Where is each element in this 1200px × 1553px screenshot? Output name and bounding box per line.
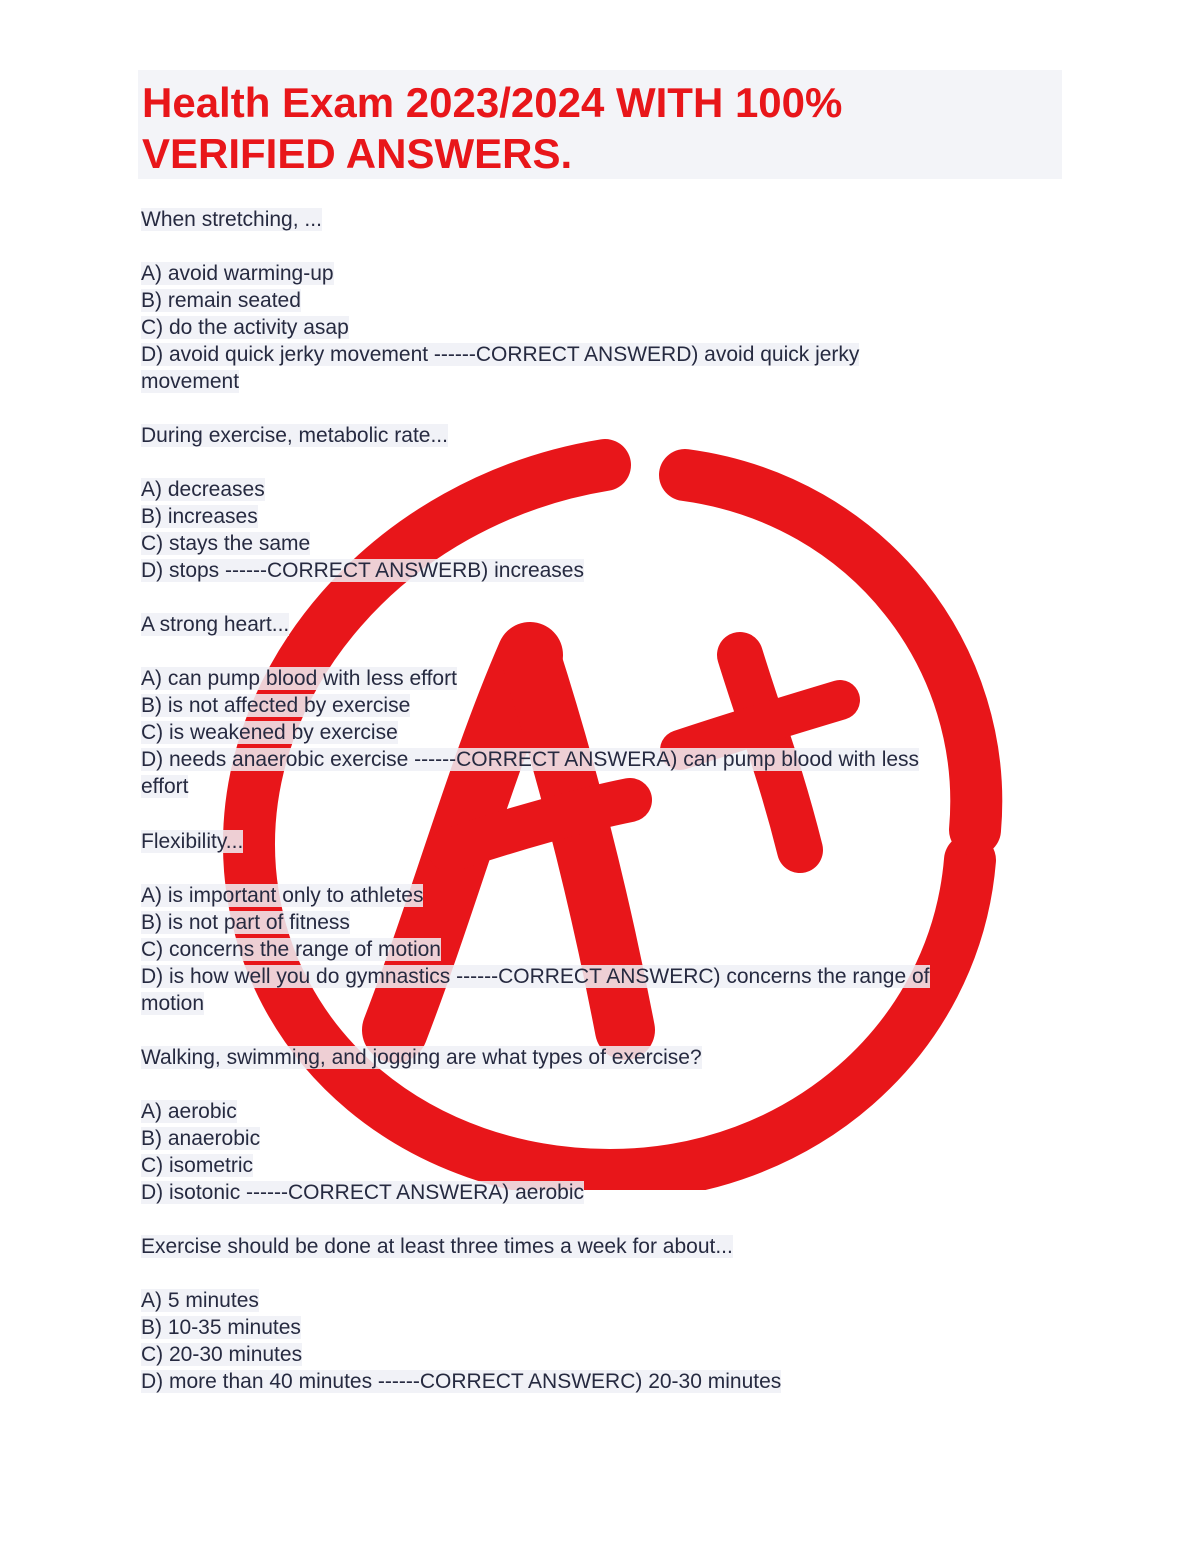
answer-option: C) stays the same	[141, 532, 311, 555]
answer-option: A) 5 minutes	[141, 1289, 259, 1312]
question-prompt: When stretching, ...	[141, 208, 322, 231]
answer-option: A) avoid warming-up	[141, 262, 334, 285]
question-prompt: Exercise should be done at least three times a week for about...	[141, 1235, 733, 1258]
answer-option: D) is how well you do gymnastics ------CORRECT ANSWERC) concerns the range of	[141, 965, 930, 988]
answer-option: effort	[141, 775, 189, 798]
answer-option: D) stops ------CORRECT ANSWERB) increases	[141, 559, 584, 582]
answer-option: motion	[141, 992, 205, 1015]
answer-option: D) more than 40 minutes ------CORRECT ANSWERC) 20-30 minutes	[141, 1370, 782, 1393]
question-prompt: Flexibility...	[141, 830, 244, 853]
answer-option: C) isometric	[141, 1154, 254, 1177]
answer-option: D) needs anaerobic exercise ------CORRECT ANSWERA) can pump blood with less	[141, 748, 920, 771]
answer-option: C) do the activity asap	[141, 316, 349, 339]
page-title-line-1: Health Exam 2023/2024 WITH 100%	[142, 79, 843, 126]
answer-option: A) is important only to athletes	[141, 884, 424, 907]
answer-option: C) concerns the range of motion	[141, 938, 441, 961]
answer-option: B) is not affected by exercise	[141, 694, 411, 717]
page-title-line-2: VERIFIED ANSWERS.	[142, 130, 573, 177]
answer-option: B) is not part of fitness	[141, 911, 350, 934]
answer-option: C) is weakened by exercise	[141, 721, 398, 744]
question-prompt: A strong heart...	[141, 613, 290, 636]
answer-option: D) isotonic ------CORRECT ANSWERA) aerobic	[141, 1181, 584, 1204]
answer-option: B) anaerobic	[141, 1127, 261, 1150]
answer-option: D) avoid quick jerky movement ------CORRECT ANSWERD) avoid quick jerky	[141, 343, 860, 366]
answer-option: A) decreases	[141, 478, 265, 501]
answer-option: A) aerobic	[141, 1100, 237, 1123]
answer-option: B) increases	[141, 505, 258, 528]
answer-option: A) can pump blood with less effort	[141, 667, 457, 690]
answer-option: movement	[141, 370, 240, 393]
answer-option: B) 10-35 minutes	[141, 1316, 301, 1339]
answer-option: C) 20-30 minutes	[141, 1343, 303, 1366]
question-prompt: Walking, swimming, and jogging are what types of exercise?	[141, 1046, 702, 1069]
question-prompt: During exercise, metabolic rate...	[141, 424, 448, 447]
answer-option: B) remain seated	[141, 289, 301, 312]
